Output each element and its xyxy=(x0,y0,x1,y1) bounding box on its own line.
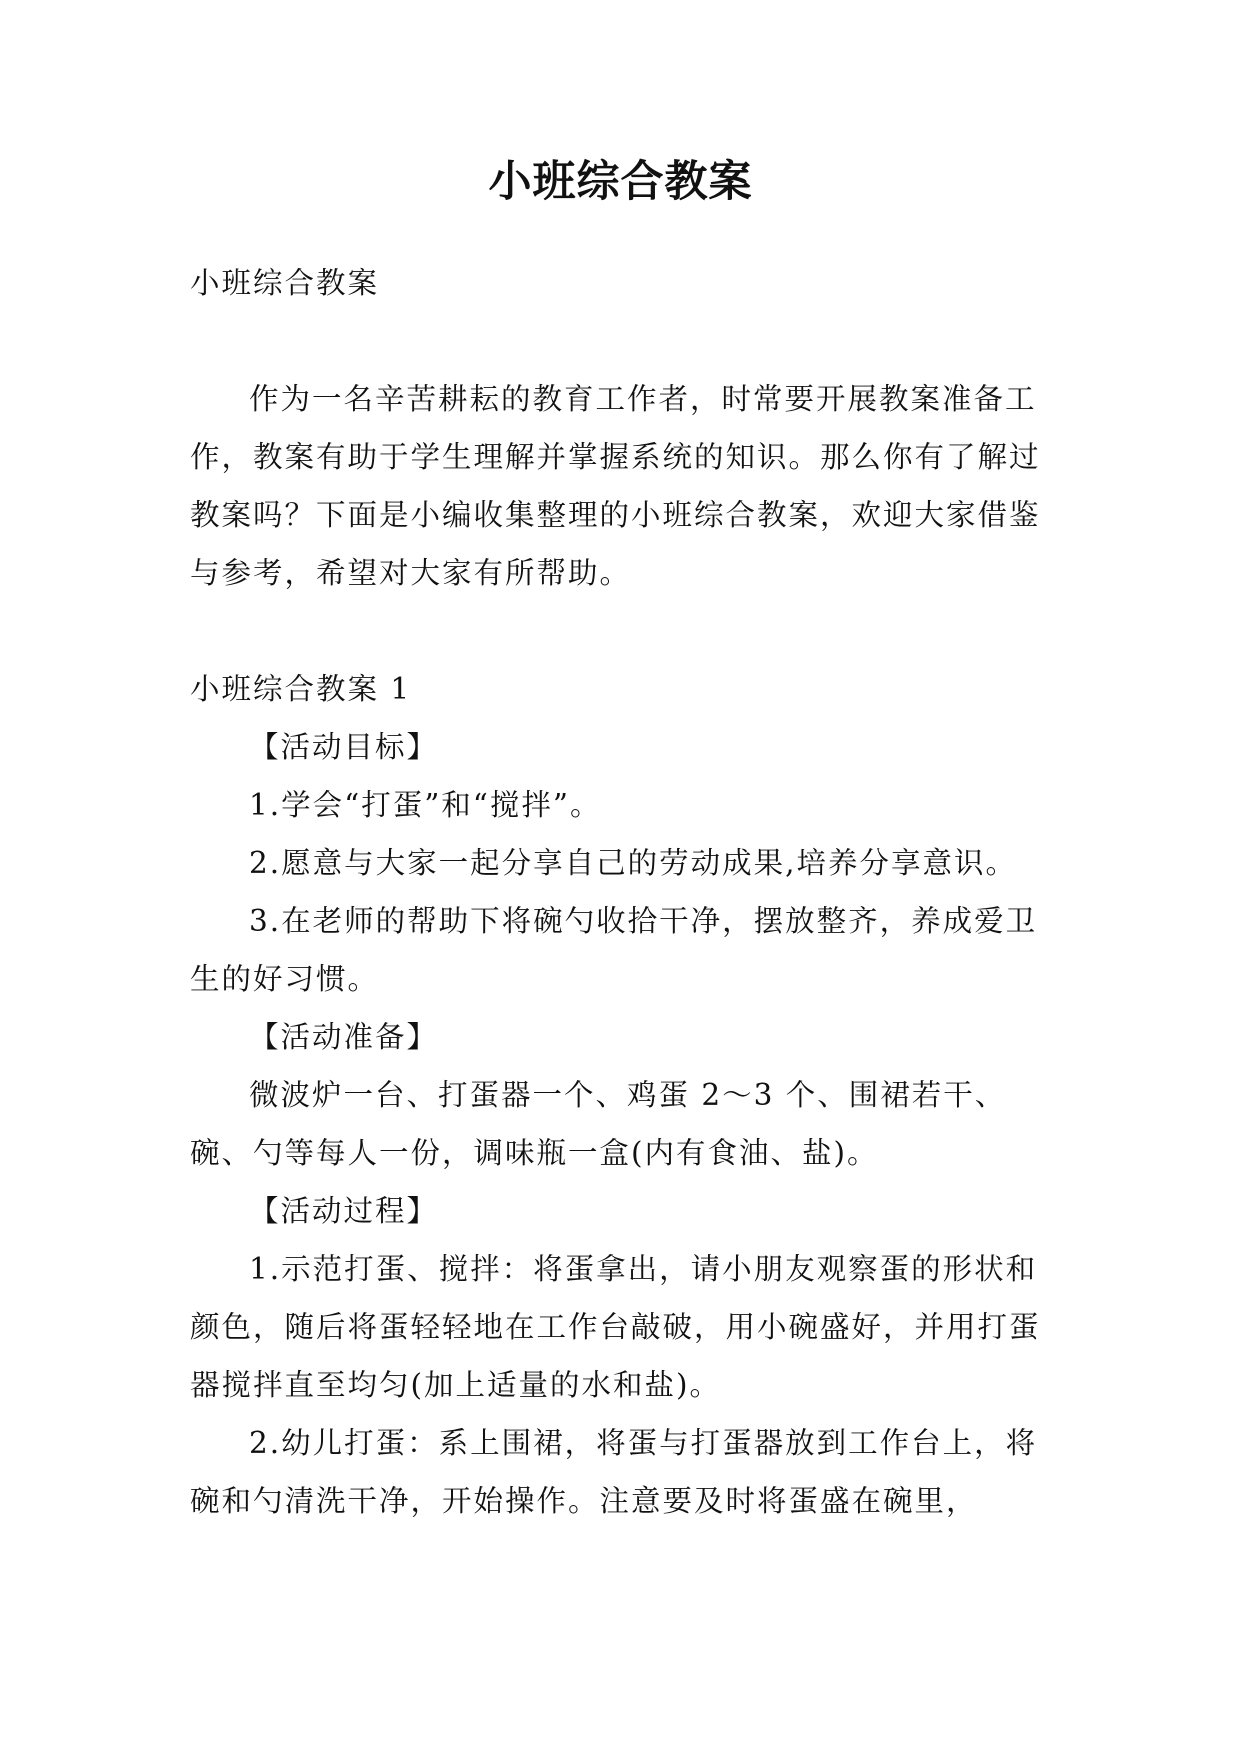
spacer xyxy=(190,312,1060,370)
goal-item-2: 2.愿意与大家一起分享自己的劳动成果,培养分享意识。 xyxy=(249,846,1018,880)
document-subtitle: 小班综合教案 xyxy=(190,266,380,300)
process-item-1: 1.示范打蛋、搅拌：将蛋拿出，请小朋友观察蛋的形状和颜色，随后将蛋轻轻地在工作台敲破，用小碗盛好，并用打蛋器搅拌直至均匀(加上适量的水和盐)。 xyxy=(190,1252,1041,1402)
prep-heading: 【活动准备】 xyxy=(249,1020,439,1054)
document-body xyxy=(190,254,1060,1530)
document-title: 小班综合教案 xyxy=(488,157,753,207)
goals-heading: 【活动目标】 xyxy=(249,730,439,764)
goal-item-3: 3.在老师的帮助下将碗勺收拾干净，摆放整齐，养成爱卫生的好习惯。 xyxy=(190,904,1038,996)
prep-paragraph: 微波炉一台、打蛋器一个、鸡蛋 2～3 个、围裙若干、碗、勺等每人一份，调味瓶一盒(内有食油、盐)。 xyxy=(190,1078,1007,1170)
process-heading: 【活动过程】 xyxy=(249,1194,439,1228)
section-heading: 小班综合教案 1 xyxy=(190,672,412,706)
intro-paragraph: 作为一名辛苦耕耘的教育工作者，时常要开展教案准备工作，教案有助于学生理解并掌握系统的知识。那么你有了解过教案吗？下面是小编收集整理的小班综合教案，欢迎大家借鉴与参考，希望对大家有所帮助。 xyxy=(190,382,1041,590)
goal-item-1: 1.学会“打蛋”和“搅拌”。 xyxy=(249,788,602,822)
process-item-2: 2.幼儿打蛋：系上围裙，将蛋与打蛋器放到工作台上，将碗和勺清洗干净，开始操作。注意要及时将蛋盛在碗里， xyxy=(190,1426,1038,1518)
spacer xyxy=(190,602,1060,660)
